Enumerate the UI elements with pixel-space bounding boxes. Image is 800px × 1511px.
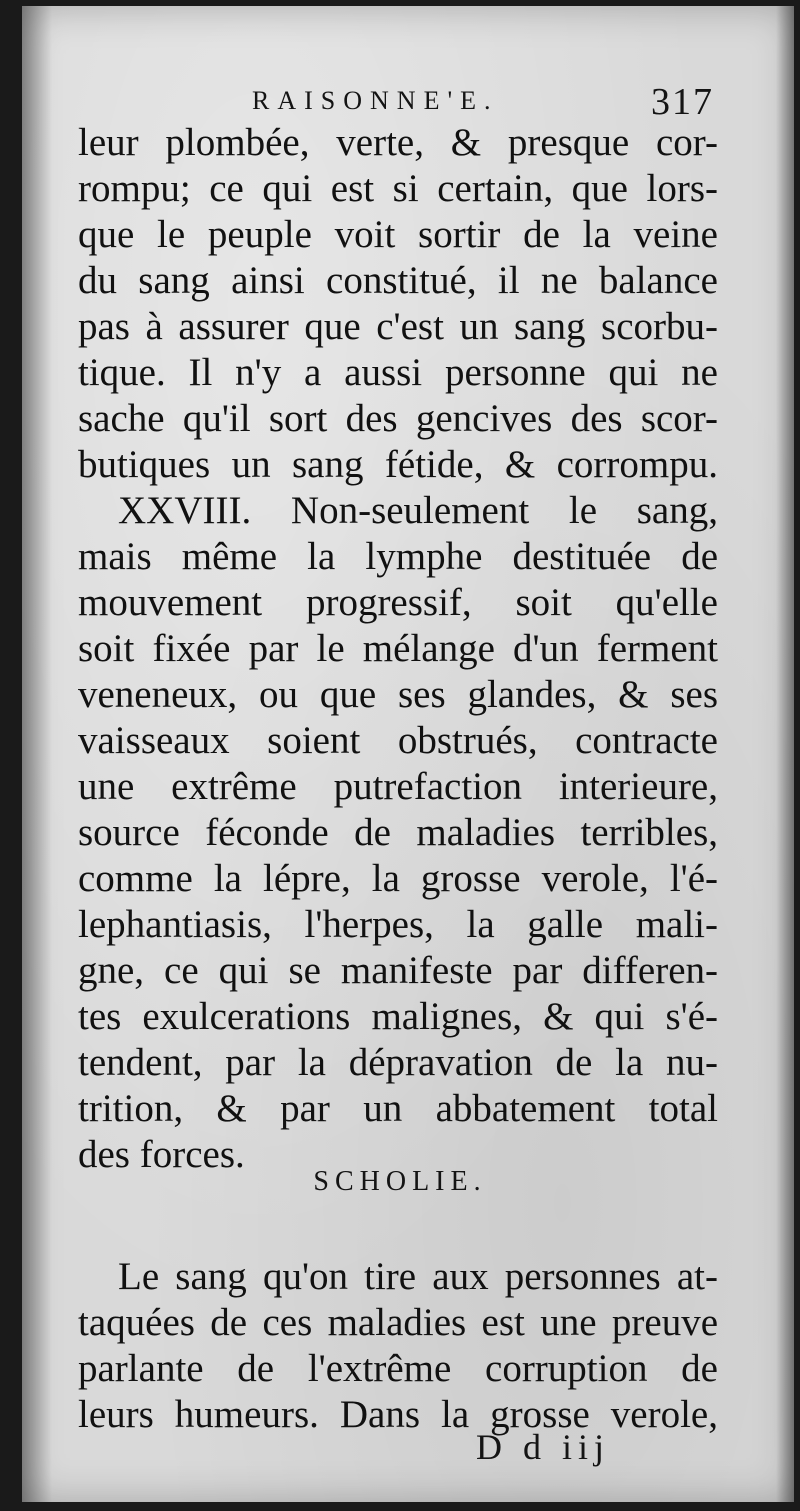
text-line-section-start: Le sang qu'on tire aux personnes at- — [118, 1255, 718, 1298]
gutter-shadow — [22, 6, 52, 1502]
text-line: mouvement progressif, soit qu'elle — [78, 581, 718, 624]
text-line: tes exulcerations malignes, & qui s'é- — [78, 995, 718, 1038]
text-line: des forces. — [78, 1133, 245, 1176]
page-number: 317 — [651, 81, 714, 123]
page-edge-shadow — [776, 6, 794, 1502]
text-line: pas à assurer que c'est un sang scorbu- — [78, 305, 718, 348]
text-line: trition, & par un abbatement total — [78, 1087, 718, 1130]
text-line: leurs humeurs. Dans la grosse verole, — [78, 1393, 718, 1436]
text-line: gne, ce qui se manifeste par differen- — [78, 949, 718, 992]
text-line: parlante de l'extrême corruption de — [78, 1347, 718, 1390]
text-line: du sang ainsi constitué, il ne balance — [78, 259, 718, 302]
text-line: lephantiasis, l'herpes, la galle mali- — [78, 903, 718, 946]
signature-mark: D d iij — [475, 1427, 610, 1467]
text-line: soit fixée par le mélange d'un ferment — [78, 627, 718, 670]
scholie-text — [78, 1254, 718, 1438]
text-line: rompu; ce qui est si certain, que lors- — [78, 167, 718, 210]
text-line: que le peuple voit sortir de la veine — [78, 213, 718, 256]
text-line: source féconde de maladies terribles, — [78, 811, 718, 854]
text-line: une extrême putrefaction interieure, — [78, 765, 718, 808]
text-line: taquées de ces maladies est une preuve — [78, 1301, 718, 1344]
section-title: SCHOLIE. — [313, 1166, 487, 1197]
text-line: sache qu'il sort des gencives des scor- — [78, 397, 718, 440]
text-line: mais même la lymphe destituée de — [78, 535, 718, 578]
text-line: veneneux, ou que ses glandes, & ses — [78, 673, 718, 716]
text-line: tendent, par la dépravation de la nu- — [78, 1041, 718, 1084]
text-line: comme la lépre, la grosse verole, l'é- — [78, 857, 718, 900]
text-line: leur plombée, verte, & presque cor- — [78, 121, 718, 164]
text-line: vaisseaux soient obstrués, contracte — [78, 719, 718, 762]
text-line-section-start: XXVIII. Non-seulement le sang, — [118, 489, 718, 532]
text-line: tique. Il n'y a aussi personne qui ne — [78, 351, 718, 394]
page-header — [252, 82, 722, 122]
text-line: butiques un sang fétide, & corrompu. — [78, 443, 718, 486]
body-text — [78, 120, 718, 1178]
running-head: RAISONNE'E. — [252, 86, 499, 115]
